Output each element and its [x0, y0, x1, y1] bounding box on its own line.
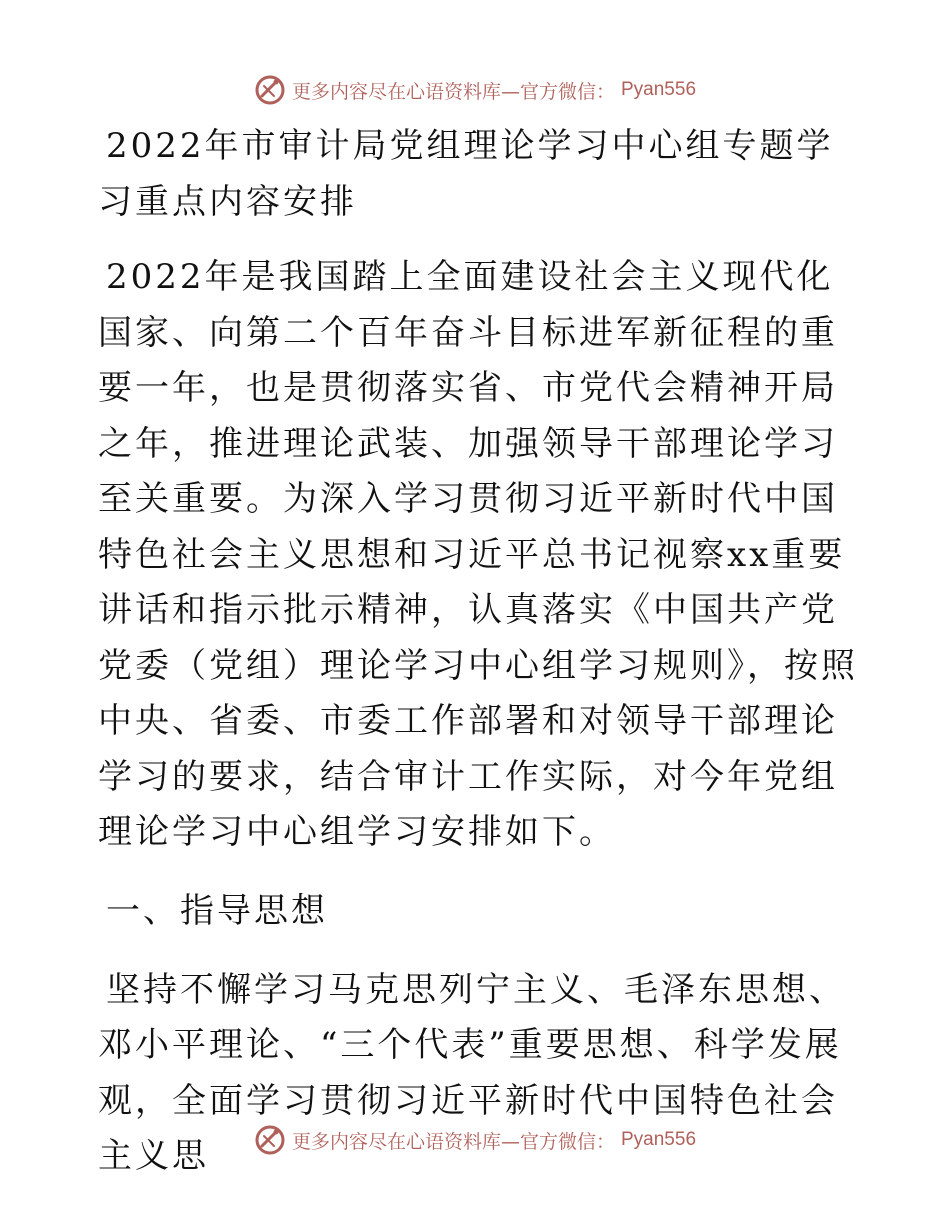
header-banner-text: 更多内容尽在心语资料库—官方微信：	[291, 80, 615, 103]
document-body	[98, 118, 858, 1185]
header-watermark-banner	[0, 70, 950, 110]
section-heading: 一、指导思想	[106, 890, 328, 931]
header-banner-handle: Pyan556	[621, 79, 697, 100]
seal-logo-icon	[254, 1124, 286, 1156]
intro-paragraph: 2022年是我国踏上全面建设社会主义现代化国家、向第二个百年奋斗目标进军新征程的重要一年，也是贯彻落实省、市党代会精神开局之年，推进理论武装、加强领导干部理论学习至关重要。为深入学习贯彻习近平新时代中国特色社会主义思想和习近平总书记视察xx重要讲话和指示批示精神，认真落实《中国共产党党委（党组）理论学习中心组学习规则》，按照中央、省委、市委工作部署和对领导干部理论学习的要求，结合审计工作实际，对今年党组理论学习中心组学习安排如下。	[98, 257, 858, 852]
section-paragraph: 坚持不懈学习马克思列宁主义、毛泽东思想、邓小平理论、“三个代表”重要思想、科学发展观，全面学习贯彻习近平新时代中国特色社会主义思	[98, 969, 846, 1176]
footer-banner-handle: Pyan556	[621, 1129, 697, 1150]
document-title: 2022年市审计局党组理论学习中心组专题学习重点内容安排	[98, 126, 834, 222]
footer-banner-text: 更多内容尽在心语资料库—官方微信：	[291, 1130, 615, 1153]
footer-watermark-banner	[0, 1120, 950, 1160]
seal-logo-icon	[254, 74, 286, 106]
